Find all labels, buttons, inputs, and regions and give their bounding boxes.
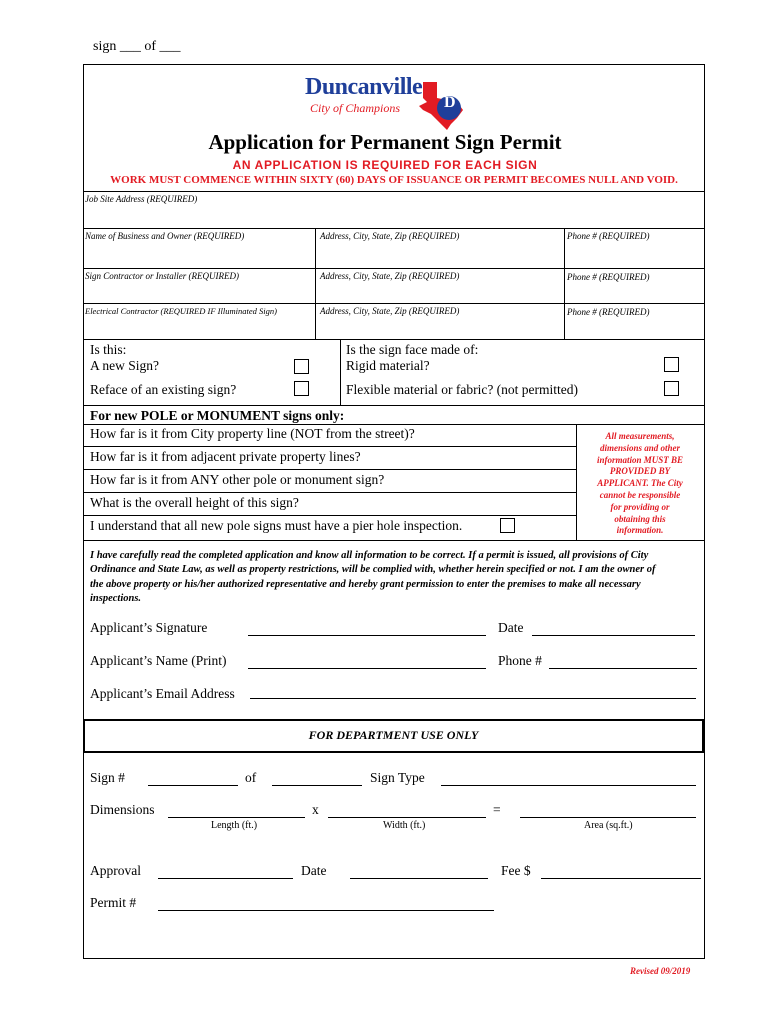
texas-star-icon bbox=[417, 80, 469, 132]
area-caption: Area (sq.ft.) bbox=[584, 820, 633, 831]
fee-label: Fee $ bbox=[501, 863, 531, 878]
pole-question-2: How far is it from adjacent private property lines? bbox=[90, 449, 361, 464]
reface-checkbox[interactable] bbox=[294, 381, 309, 396]
business-name-field[interactable]: Name of Business and Owner (REQUIRED) bbox=[85, 231, 245, 241]
signature-line[interactable] bbox=[248, 635, 486, 636]
electrical-address-field[interactable]: Address, City, State, Zip (REQUIRED) bbox=[320, 306, 460, 316]
note-line: obtaining this bbox=[614, 513, 666, 524]
approval-date-label: Date bbox=[301, 863, 327, 878]
divider bbox=[83, 515, 576, 516]
contractor-field[interactable]: Sign Contractor or Installer (REQUIRED) bbox=[85, 271, 239, 281]
certification-text bbox=[90, 549, 700, 606]
note-line: cannot be responsible bbox=[599, 489, 681, 500]
date-line[interactable] bbox=[532, 635, 695, 636]
note-line: dimensions and other bbox=[599, 442, 681, 453]
note-line: information. bbox=[616, 525, 664, 536]
date-label: Date bbox=[498, 620, 524, 635]
divider bbox=[83, 424, 704, 425]
certification-line: the above property or his/her authorized representative and hereby grant permission to enter the premises to make all necessary bbox=[90, 578, 641, 590]
rigid-checkbox[interactable] bbox=[664, 357, 679, 372]
page-title: Application for Permanent Sign Permit bbox=[208, 130, 562, 154]
new-sign-checkbox[interactable] bbox=[294, 359, 309, 374]
divider bbox=[83, 268, 704, 269]
fee-line[interactable] bbox=[541, 878, 701, 879]
divider bbox=[564, 228, 565, 339]
approval-line[interactable] bbox=[158, 878, 293, 879]
note-line: information MUST BE bbox=[596, 454, 684, 465]
divider bbox=[83, 540, 704, 541]
face-heading: Is the sign face made of: bbox=[346, 342, 479, 357]
pole-question-5: I understand that all new pole signs must have a pier hole inspection. bbox=[90, 518, 463, 533]
certification-line: I have carefully read the completed application and know all information to be correct. If a permit is issued, all provisions of City bbox=[90, 550, 649, 561]
area-line[interactable] bbox=[520, 817, 696, 818]
sign-type-label: Sign Type bbox=[370, 770, 425, 785]
divider bbox=[83, 469, 576, 470]
width-caption: Width (ft.) bbox=[383, 820, 426, 831]
logo-mark: D bbox=[444, 94, 456, 111]
sign-type-heading: Is this: bbox=[90, 342, 127, 357]
rigid-label: Rigid material? bbox=[346, 358, 430, 373]
sign-count: sign ___ of ___ bbox=[93, 39, 181, 54]
business-phone-field[interactable]: Phone # (REQUIRED) bbox=[567, 231, 650, 241]
divider bbox=[340, 339, 341, 405]
divider bbox=[83, 446, 576, 447]
permit-line[interactable] bbox=[158, 910, 494, 911]
divider bbox=[83, 339, 704, 340]
contractor-phone-field[interactable]: Phone # (REQUIRED) bbox=[567, 272, 650, 282]
logo bbox=[305, 76, 470, 134]
permit-label: Permit # bbox=[90, 895, 137, 910]
email-line[interactable] bbox=[250, 698, 696, 699]
pole-heading: For new POLE or MONUMENT signs only: bbox=[90, 408, 345, 423]
times-symbol: x bbox=[312, 802, 319, 817]
notice: WORK MUST COMMENCE WITHIN SIXTY (60) DAYS OF ISSUANCE OR PERMIT BECOMES NULL AND VOID. bbox=[110, 174, 678, 186]
width-line[interactable] bbox=[328, 817, 486, 818]
phone-label: Phone # bbox=[498, 653, 542, 668]
pole-question-3: How far is it from ANY other pole or monument sign? bbox=[90, 472, 385, 487]
note-line: APPLICANT. The City bbox=[597, 478, 683, 489]
note-line: PROVIDED BY bbox=[609, 466, 671, 477]
divider bbox=[315, 228, 316, 339]
length-line[interactable] bbox=[168, 817, 305, 818]
phone-line[interactable] bbox=[549, 668, 697, 669]
divider bbox=[83, 303, 704, 304]
sign-number-line[interactable] bbox=[148, 785, 238, 786]
job-site-field[interactable]: Job Site Address (REQUIRED) bbox=[85, 194, 198, 204]
measurement-note bbox=[578, 431, 702, 537]
email-label: Applicant’s Email Address bbox=[90, 686, 235, 701]
flexible-label: Flexible material or fabric? (not permitted) bbox=[346, 382, 579, 397]
pole-question-1: How far is it from City property line (NOT from the street)? bbox=[90, 426, 415, 441]
business-address-field[interactable]: Address, City, State, Zip (REQUIRED) bbox=[320, 231, 460, 241]
divider bbox=[83, 492, 576, 493]
certification-line: Ordinance and State Law, as well as property restrictions, will be complied with, whether herein specified or not. I am the owner of bbox=[90, 564, 656, 576]
new-sign-label: A new Sign? bbox=[90, 358, 159, 373]
certification-line: inspections. bbox=[90, 592, 142, 604]
revised-date: Revised 09/2019 bbox=[630, 966, 691, 976]
reface-label: Reface of an existing sign? bbox=[90, 382, 237, 397]
electrical-field[interactable]: Electrical Contractor (REQUIRED IF Illuminated Sign) bbox=[85, 306, 277, 316]
logo-name: Duncanville bbox=[305, 74, 423, 100]
name-line[interactable] bbox=[248, 668, 486, 669]
sign-of-label: of bbox=[245, 770, 257, 785]
sign-of-line[interactable] bbox=[272, 785, 362, 786]
contractor-address-field[interactable]: Address, City, State, Zip (REQUIRED) bbox=[320, 271, 460, 281]
sign-type-line[interactable] bbox=[441, 785, 696, 786]
pole-question-4: What is the overall height of this sign? bbox=[90, 495, 299, 510]
length-caption: Length (ft.) bbox=[211, 820, 258, 831]
subtitle: AN APPLICATION IS REQUIRED FOR EACH SIGN bbox=[232, 158, 538, 172]
divider bbox=[83, 228, 704, 229]
sign-number-label: Sign # bbox=[90, 770, 125, 785]
approval-date-line[interactable] bbox=[350, 878, 488, 879]
signature-label: Applicant’s Signature bbox=[90, 620, 208, 635]
dimensions-label: Dimensions bbox=[90, 802, 155, 817]
department-heading: FOR DEPARTMENT USE ONLY bbox=[308, 728, 479, 742]
electrical-phone-field[interactable]: Phone # (REQUIRED) bbox=[567, 307, 650, 317]
name-label: Applicant’s Name (Print) bbox=[90, 653, 227, 668]
note-line: for providing or bbox=[610, 501, 670, 512]
logo-tagline: City of Champions bbox=[310, 101, 401, 115]
equals-symbol: = bbox=[493, 802, 501, 817]
flexible-checkbox[interactable] bbox=[664, 381, 679, 396]
pier-hole-checkbox[interactable] bbox=[500, 518, 515, 533]
note-line: All measurements, bbox=[605, 431, 675, 441]
divider bbox=[83, 405, 704, 406]
divider bbox=[83, 191, 704, 192]
approval-label: Approval bbox=[90, 863, 141, 878]
divider bbox=[576, 424, 577, 540]
